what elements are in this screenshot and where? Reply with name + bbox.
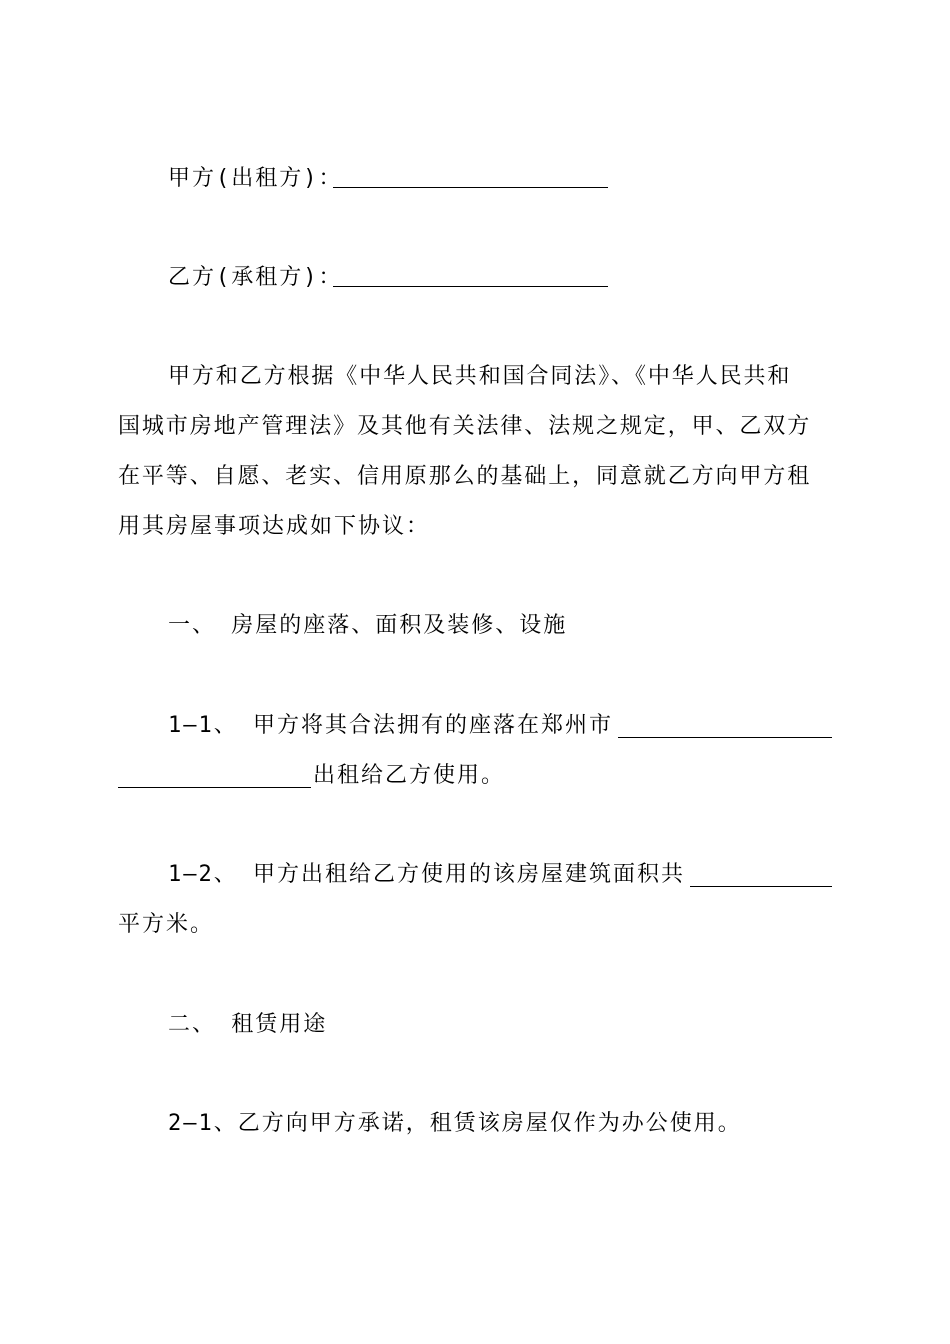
item-1-1-text: 1—1、 甲方将其合法拥有的座落在郑州市	[168, 713, 613, 738]
intro-line-2	[118, 416, 832, 438]
party-a-blank[interactable]	[333, 187, 608, 188]
party-b-blank[interactable]	[333, 286, 608, 287]
item-1-2-blank[interactable]	[690, 886, 832, 887]
item-2-1-text: 2—1、乙方向甲方承诺，租赁该房屋仅作为办公使用。	[168, 1111, 742, 1136]
section-1-heading: 一、 房屋的座落、面积及装修、设施	[168, 613, 568, 638]
item-1-2-cont: 平方米。	[118, 912, 215, 937]
intro-line-1	[168, 366, 832, 388]
party-b-label: 乙方(承租方)：	[168, 265, 343, 290]
item-1-2-text: 1—2、 甲方出租给乙方使用的该房屋建筑面积共	[168, 862, 685, 887]
intro-line-3-text: 在平等、自愿、老实、信用原那么的基础上，同意就乙方向甲方租	[118, 464, 812, 489]
section-2-heading: 二、 租赁用途	[168, 1012, 328, 1037]
intro-line-1-text: 甲方和乙方根据《中华人民共和国合同法》、《中华人民共和	[168, 364, 792, 389]
item-1-1-blank-b[interactable]	[118, 787, 311, 788]
intro-line-2-text: 国城市房地产管理法》及其他有关法律、法规之规定，甲、乙双方	[118, 414, 812, 439]
party-a-label: 甲方(出租方)：	[168, 166, 343, 191]
item-1-1-blank-a[interactable]	[618, 737, 832, 738]
intro-line-3	[118, 466, 832, 488]
item-1-1-cont: 出租给乙方使用。	[313, 763, 506, 788]
intro-line-4: 用其房屋事项达成如下协议：	[118, 514, 431, 539]
